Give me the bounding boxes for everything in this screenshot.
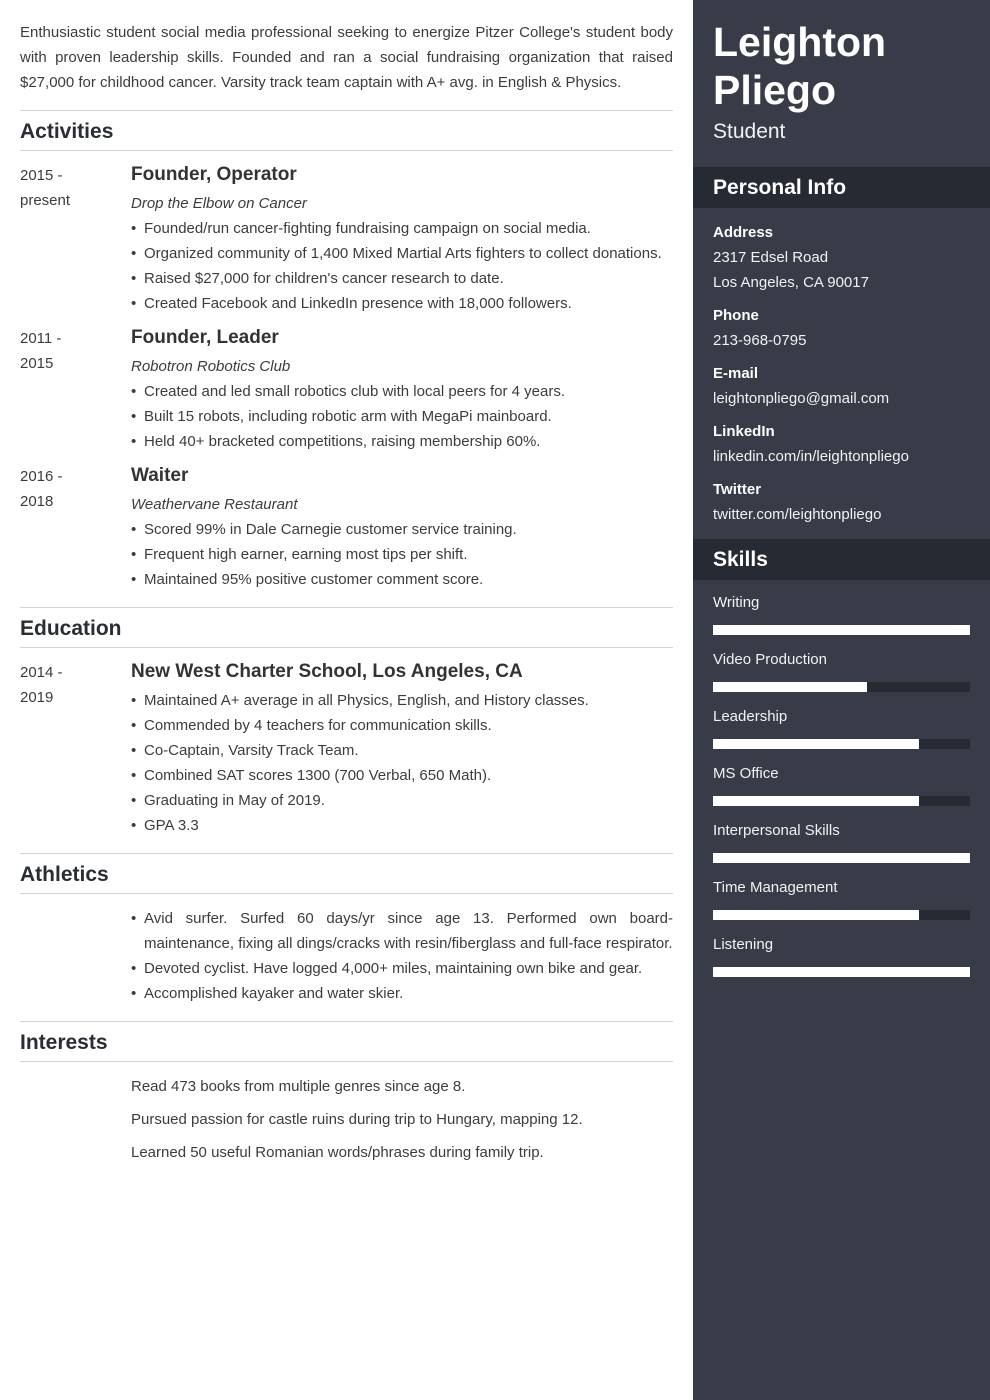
skill-name: Interpersonal Skills [713, 822, 840, 839]
bullet-item: • Commended by 4 teachers for communication skills. [131, 713, 673, 738]
entry-title: Founder, Leader [131, 327, 279, 348]
linkedin-block [713, 419, 970, 469]
skill-name: Writing [713, 594, 760, 611]
entry-date [20, 660, 131, 838]
skill-bar [713, 796, 970, 806]
athletics-entry [20, 906, 673, 1006]
phone-label: Phone [713, 307, 759, 324]
phone-block [713, 303, 970, 353]
skill-fill [713, 967, 970, 977]
date-start: 2011 - [20, 330, 62, 347]
skill-item [713, 592, 970, 635]
bullet-item: • Founded/run cancer-fighting fundraising campaign on social media. [131, 216, 673, 241]
skill-name: Listening [713, 936, 774, 953]
entry-org: Robotron Robotics Club [131, 358, 291, 375]
interest-item: Read 473 books from multiple genres since age 8. [131, 1078, 466, 1095]
bullet-item: • Maintained 95% positive customer comment score. [131, 567, 673, 592]
skill-bar [713, 967, 970, 977]
bullet-item: • Frequent high earner, earning most tips per shift. [131, 542, 673, 567]
activity-entry [20, 464, 673, 592]
skill-bar [713, 910, 970, 920]
skill-fill [713, 625, 970, 635]
interests-entry [20, 1074, 673, 1173]
date-start: 2016 - [20, 468, 63, 485]
date-end: 2019 [20, 689, 54, 706]
education-section [20, 607, 673, 838]
skill-fill [713, 796, 919, 806]
bullet-item: • Scored 99% in Dale Carnegie customer service training. [131, 517, 673, 542]
entry-date [20, 464, 131, 592]
bullet-item: • Raised $27,000 for children's cancer research to date. [131, 266, 673, 291]
summary: Enthusiastic student social media professional seeking to energize Pitzer College's student body with proven leadership skills. Founded and ran a social fundraising organization that raised $27,000 for childhood cancer. Varsity track team captain with A+ avg. in English & Physics. [20, 24, 673, 91]
activities-section [20, 110, 673, 592]
entry-title: New West Charter School, Los Angeles, CA [131, 661, 523, 682]
candidate-role: Student [713, 120, 786, 143]
address-block [713, 220, 970, 295]
date-start: 2014 - [20, 664, 63, 681]
interests-section [20, 1021, 673, 1173]
email-label: E-mail [713, 365, 759, 382]
entry-date [20, 163, 131, 316]
skill-item [713, 763, 970, 806]
education-entry [20, 660, 673, 838]
main-column [20, 0, 673, 1183]
skill-name: Video Production [713, 651, 827, 668]
skill-name: Time Management [713, 879, 838, 896]
skill-bar [713, 739, 970, 749]
interest-item: Pursued passion for castle ruins during trip to Hungary, mapping 12. [131, 1111, 583, 1128]
skill-fill [713, 853, 970, 863]
section-title: Interests [20, 1021, 673, 1062]
entry-org: Drop the Elbow on Cancer [131, 195, 307, 212]
skill-bar [713, 853, 970, 863]
bullet-item: • Maintained A+ average in all Physics, English, and History classes. [131, 688, 673, 713]
address-line2: Los Angeles, CA 90017 [713, 274, 869, 291]
bullet-item: • Created Facebook and LinkedIn presence with 18,000 followers. [131, 291, 673, 316]
email-value[interactable]: leightonpliego@gmail.com [713, 390, 890, 407]
skill-fill [713, 910, 919, 920]
skills-list [693, 580, 990, 1003]
personal-info-heading: Personal Info [693, 167, 990, 208]
section-title: Activities [20, 110, 673, 151]
activity-entry [20, 163, 673, 316]
athletics-section [20, 853, 673, 1006]
email-block [713, 361, 970, 411]
skill-bar [713, 625, 970, 635]
skill-item [713, 820, 970, 863]
bullet-item: • Built 15 robots, including robotic arm with MegaPi mainboard. [131, 404, 673, 429]
skill-item [713, 706, 970, 749]
date-end: 2018 [20, 493, 54, 510]
first-name: Leighton [713, 19, 887, 65]
twitter-label: Twitter [713, 481, 762, 498]
bullet-item: • Co-Captain, Varsity Track Team. [131, 738, 673, 763]
section-title: Education [20, 607, 673, 648]
skills-heading: Skills [693, 539, 990, 580]
skill-item [713, 934, 970, 977]
bullet-item: • Organized community of 1,400 Mixed Martial Arts fighters to collect donations. [131, 241, 673, 266]
bullet-item: • Held 40+ bracketed competitions, raising membership 60%. [131, 429, 673, 454]
activity-entry [20, 326, 673, 454]
personal-info [693, 208, 990, 539]
entry-date [20, 326, 131, 454]
linkedin-link[interactable]: linkedin.com/in/leightonpliego [713, 448, 909, 465]
candidate-name [693, 0, 990, 114]
linkedin-label: LinkedIn [713, 423, 775, 440]
sidebar [693, 0, 990, 1400]
date-end: 2015 [20, 355, 54, 372]
skill-name: Leadership [713, 708, 788, 725]
bullet-item: • Graduating in May of 2019. [131, 788, 673, 813]
skill-item [713, 877, 970, 920]
bullet-item: • Accomplished kayaker and water skier. [131, 981, 673, 1006]
bullet-item: • Created and led small robotics club with local peers for 4 years. [131, 379, 673, 404]
skill-name: MS Office [713, 765, 779, 782]
skill-fill [713, 682, 867, 692]
bullet-item: • GPA 3.3 [131, 813, 673, 838]
date-start: 2015 - [20, 167, 63, 184]
address-line1: 2317 Edsel Road [713, 249, 829, 266]
interest-item: Learned 50 useful Romanian words/phrases during family trip. [131, 1144, 544, 1161]
entry-title: Founder, Operator [131, 164, 297, 185]
skill-fill [713, 739, 919, 749]
last-name: Pliego [713, 67, 837, 113]
entry-org: Weathervane Restaurant [131, 496, 298, 513]
address-label: Address [713, 224, 774, 241]
bullet-item: • Avid surfer. Surfed 60 days/yr since age 13. Performed own board-maintenance, fixing all dings/cracks with resin/fiberglass and full-face respirator. [131, 906, 673, 956]
bullet-item: • Devoted cyclist. Have logged 4,000+ miles, maintaining own bike and gear. [131, 956, 673, 981]
phone-value: 213-968-0795 [713, 332, 807, 349]
twitter-link[interactable]: twitter.com/leightonpliego [713, 506, 882, 523]
entry-title: Waiter [131, 465, 189, 486]
skill-item [713, 649, 970, 692]
skill-bar [713, 682, 970, 692]
bullet-item: • Combined SAT scores 1300 (700 Verbal, 650 Math). [131, 763, 673, 788]
twitter-block [713, 477, 970, 527]
section-title: Athletics [20, 853, 673, 894]
date-end: present [20, 192, 71, 209]
